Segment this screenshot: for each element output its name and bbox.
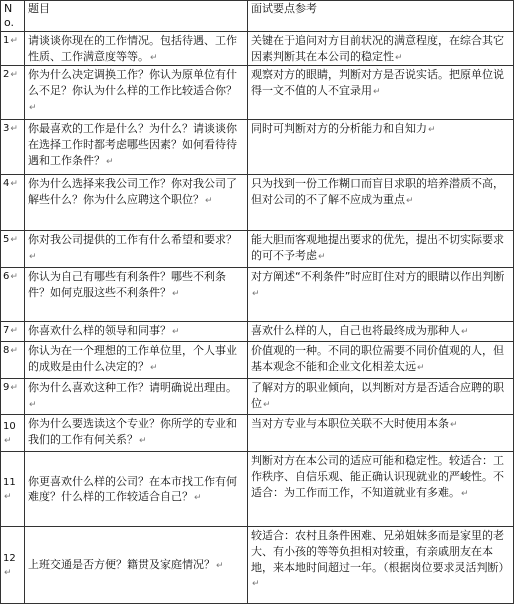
row-number: 8↵ xyxy=(1,342,25,379)
points-cell: 喜欢什么样的人，自己也将最终成为那种人↵ xyxy=(248,322,514,342)
points-cell: 价值观的一种。不同的职位需要不同价值观的人，但基本观念不能和企业文化相差太远↵ xyxy=(248,342,514,379)
table-row xyxy=(1,66,514,120)
header-question: 题目 xyxy=(25,1,248,32)
table-row xyxy=(1,379,514,415)
question-cell: 你最喜欢的工作是什么？为什么？请谈谈你在选择工作时都考虑哪些因素？如何看待待遇和工作条件？↵ xyxy=(25,120,248,175)
row-number: 10↵ xyxy=(1,415,25,452)
question-cell: 你为什么选择来我公司工作？你对我公司了解些什么？你为什么应聘这个职位？↵ xyxy=(25,175,248,231)
row-number: 12↵ xyxy=(1,527,25,604)
table-row xyxy=(1,120,514,175)
question-cell: 请谈谈你现在的工作情况。包括待遇、工作性质、工作满意度等等。↵ xyxy=(25,32,248,66)
row-number: 1↵ xyxy=(1,32,25,66)
points-cell: 关键在于追问对方目前状况的满意程度，在综合其它因素判断其在本公司的稳定性↵ xyxy=(248,32,514,66)
question-cell: 上班交通是否方便？籍贯及家庭情况？↵ xyxy=(25,527,248,604)
question-cell: 你对我公司提供的工作有什么希望和要求？↵ xyxy=(25,231,248,268)
points-cell: 当对方专业与本职位关联不大时使用本条↵ xyxy=(248,415,514,452)
points-cell: 了解对方的职业倾向，以判断对方是否适合应聘的职位↵ xyxy=(248,379,514,415)
row-number: 2↵ xyxy=(1,66,25,120)
points-cell: 同时可判断对方的分析能力和自知力↵ xyxy=(248,120,514,175)
points-cell: 只为找到一份工作糊口而盲目求职的培养潜质不高，但对公司的不了解不应成为重点↵ xyxy=(248,175,514,231)
question-cell: 你认为自己有哪些有利条件？哪些不利条件？如何克服这些不利条件？↵ xyxy=(25,268,248,322)
table-row xyxy=(1,268,514,322)
table-row xyxy=(1,452,514,527)
points-cell: 判断对方在本公司的适应可能和稳定性。较适合：工作秩序、自信乐观、能正确认识现就业的严峻性。不适合：为工作而工作，不知道就业有多难。↵ xyxy=(248,452,514,527)
header-points: 面试要点参考 xyxy=(248,1,514,32)
header-row xyxy=(1,1,514,32)
question-cell: 你为什么喜欢这种工作？请明确说出理由。↵ xyxy=(25,379,248,415)
table-row xyxy=(1,231,514,268)
row-number: 3↵ xyxy=(1,120,25,175)
question-cell: 你为什么决定调换工作？你认为原单位有什么不足？你认为什么样的工作比较适合你？↵ xyxy=(25,66,248,120)
points-cell: 较适合：农村且条件困难、兄弟姐妹多而是家里的老大、有小孩的等等负担相对较重，有亲戚朋友在本地，来本地时间超过一年。（根据岗位要求灵活判断）↵ xyxy=(248,527,514,604)
points-cell: 观察对方的眼睛，判断对方是否说实话。把原单位说得一文不值的人不宜录用↵ xyxy=(248,66,514,120)
row-number: 5↵ xyxy=(1,231,25,268)
table-row xyxy=(1,415,514,452)
points-cell: 对方阐述“不利条件”时应盯住对方的眼睛以作出判断↵ xyxy=(248,268,514,322)
row-number: 7↵ xyxy=(1,322,25,342)
row-number: 6↵ xyxy=(1,268,25,322)
question-cell: 你认为在一个理想的工作单位里，个人事业的成败是由什么决定的？↵ xyxy=(25,342,248,379)
table-row xyxy=(1,322,514,342)
question-cell: 你喜欢什么样的领导和同事？↵ xyxy=(25,322,248,342)
table-row xyxy=(1,32,514,66)
table-row xyxy=(1,175,514,231)
table-row xyxy=(1,527,514,604)
row-number: 9↵ xyxy=(1,379,25,415)
question-cell: 你为什么要选读这个专业？你所学的专业和我们的工作有何关系？↵ xyxy=(25,415,248,452)
row-number: 11↵ xyxy=(1,452,25,527)
row-number: 4↵ xyxy=(1,175,25,231)
header-no: No. xyxy=(1,1,25,32)
points-cell: 能大胆而客观地提出要求的优先，提出不切实际要求的可不予考虑↵ xyxy=(248,231,514,268)
question-cell: 你更喜欢什么样的公司？在本市找工作有何难度？什么样的工作较适合自己？↵ xyxy=(25,452,248,527)
table-row xyxy=(1,342,514,379)
